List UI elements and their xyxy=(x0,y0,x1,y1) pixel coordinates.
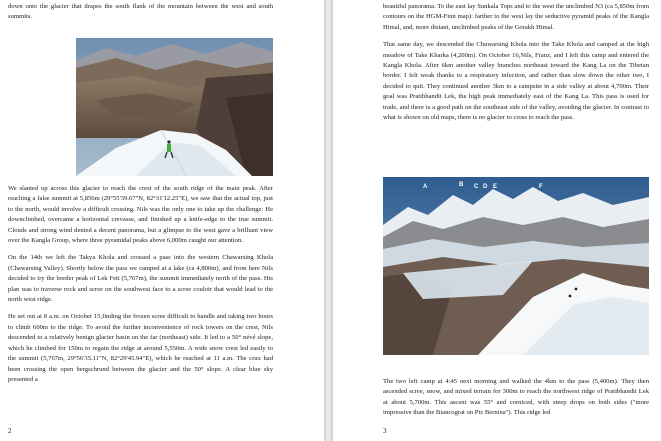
right-paragraph-2: That same day, we descended the Chuwarsing Khola into the Take Khola and camped at the high meadow of Take Kharka (4,200m). On October 16,Nils, Franz, and I left this camp and entered the Kangla Khola. After 6km another valley branches northeast toward the Kang La on the Tibetan border. I felt weak thanks to a respiratory infection, and rather than slow down the other two, I decided to quit. They continued another 3km to a campsite in a side valley at about 4,700m. Their goal was Pratibhandit Lek, the high peak immediately east of the Kang La. This pass is used for trade, and there is a good path on the southeast side of the valley, avoiding the glacier. In contrast to what is shown on old maps, there is no glacier to cross to reach the pass. xyxy=(383,41,649,122)
photo-label-f: F xyxy=(539,184,543,190)
right-page xyxy=(333,0,661,441)
left-paragraph-4: He set out at 8 a.m. on October 15,finding the frozen scree difficult to handle and taking two hours to climb 600m to the ridge. To avoid the further inconvenience of rock towers on the crest, Nils descended to a relatively benign glacier basin on the far (northeast) side. It led to a 50° névé slope, which he climbed for 150m to regain the ridge at around 5,550m. A wide snow crest led easily to the summit (5,767m, 29°56'35.11"N, 82°29'45.94"E), which he reached at 11 a.m. The crux had been crossing the open bergschrund between the glacier and the 50° slope. A clear blue sky presented a xyxy=(8,313,273,383)
book-gutter xyxy=(324,0,333,441)
left-page xyxy=(0,0,324,441)
photo-label-d: D xyxy=(483,184,488,190)
left-body-text xyxy=(8,184,273,392)
left-paragraph-2: We slanted up across this glacier to reach the crest of the south ridge of the main peak. After reaching a false summit at 5,856m (29°55'39.67"N, 82°31'12.25"E), we saw that the actual top, just to the north, would involve a difficult crossing. Nils was the only one to take up the challenge: He downclimbed, overcame a horizontal crevasse, and finished up a knife-edge to the true summit. Clouds and strong wind denied a decent panorama, but a glimpse to the west gave a brilliant view over the Kangla Group, where three pyramidal peaks above 6,000m caught our attention. xyxy=(8,185,273,245)
right-bottom-text xyxy=(383,377,649,426)
photo-label-b: B xyxy=(459,182,464,188)
page-number-right: 3 xyxy=(383,427,387,435)
right-paragraph-1: beautiful panorama. To the east lay Sunkala Tops and to the west the unclimbed N3 (ca 5,850m from contours on the HGM-Finn map): farther to the west lay the seductive pyramid peaks of the Kangla Himal, and, more distant, unclimbed peaks of the Gorakh Himal. xyxy=(383,3,649,31)
page-number-left: 2 xyxy=(8,427,12,435)
glacier-panorama-photo xyxy=(383,177,649,355)
photo-label-c: C xyxy=(474,184,479,190)
left-paragraph-1: down onto the glacier that drapes the south flank of the mountain between the west and south summits. xyxy=(8,3,273,21)
right-paragraph-3: The two left camp at 4:45 next morning and walked the 4km to the pass (5,400m). They then ascended scree, snow, and mixed terrain for 300m to reach the northwest ridge of Pratibhandit Lek at about 5,700m. This ascent was 55° and corniced, with steep drops on both sides ("more impressive than the Biancograt on Piz Bernina"). This ridge led xyxy=(383,378,649,417)
right-top-text xyxy=(383,2,649,130)
left-paragraph-3: On the 14th we left the Takya Khola and crossed a pass into the western Chawarsing Khola (Chawarsing Valley). Shortly below the pass we camped at a lake (ca 4,800m), and from here Nils decided to try the border peak of Lek Fett (5,767m), the summit immediately north of the pass. His plan was to traverse rock and scree on the southwest face to a scree couloir that would lead to the north west ridge. xyxy=(8,254,273,304)
photo-label-a: A xyxy=(423,184,428,190)
ridge-climber-photo xyxy=(76,38,273,176)
photo-label-e: E xyxy=(493,184,498,190)
